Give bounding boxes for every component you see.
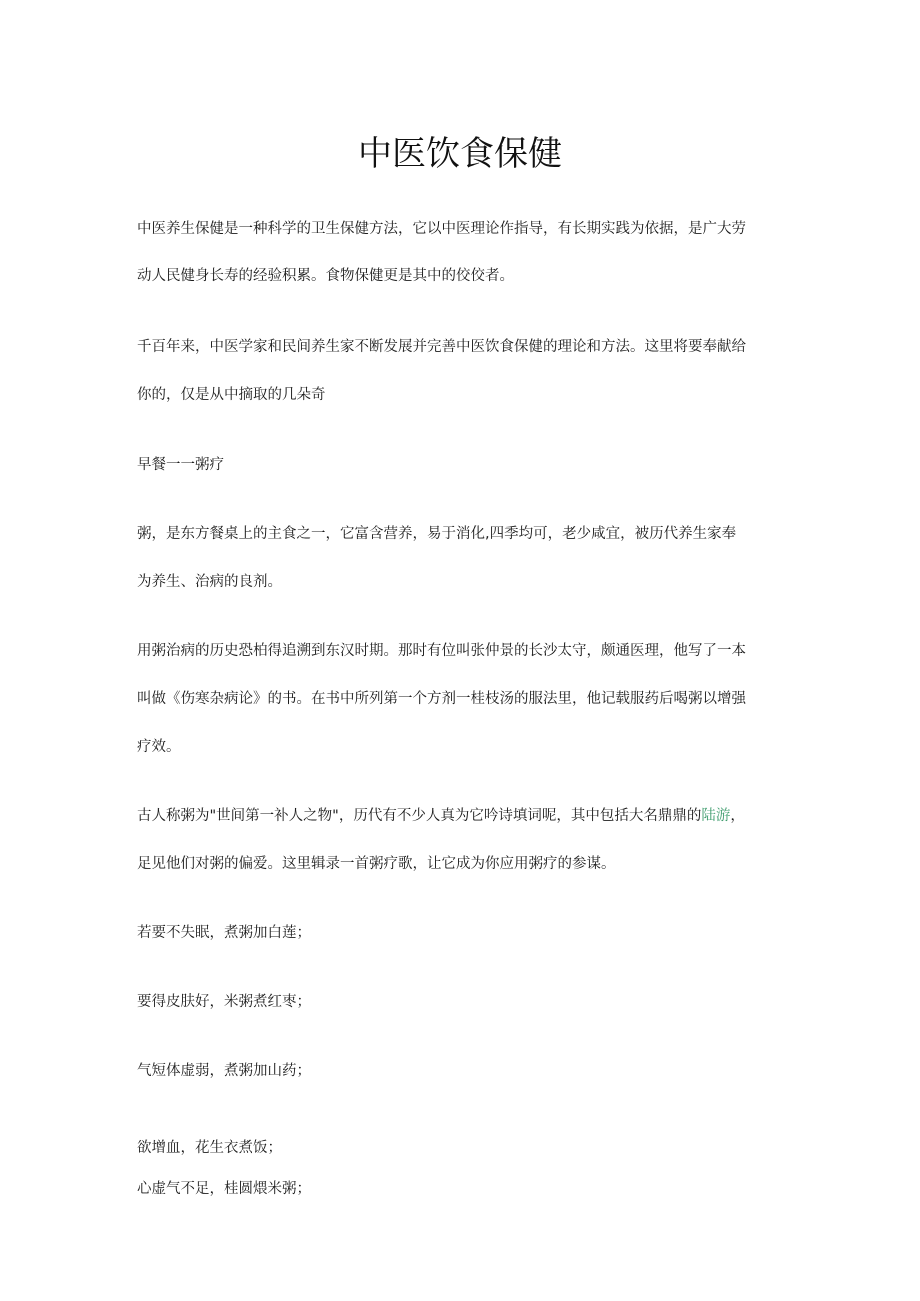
page-title: 中医饮食保健: [358, 134, 562, 174]
paragraph-line: 千百年来，中医学家和民间养生家不断发展并完善中医饮食保健的理论和方法。这里将要奉献给: [137, 339, 746, 355]
paragraph-punctuation: ，: [730, 808, 745, 824]
paragraph-line: 动人民健身长寿的经验积累。食物保健更是其中的佼佼者。: [137, 268, 514, 284]
paragraph-line: 为养生、治病的良剂。: [137, 574, 282, 590]
paragraph-text: 古人称粥为"世间第一补人之物"，历代有不少人真为它吟诗填词呢，其中包括大名鼎鼎的: [137, 808, 702, 824]
verse-line: 欲增血，花生衣煮饭；: [137, 1140, 282, 1156]
paragraph-line: 中医养生保健是一种科学的卫生保健方法，它以中医理论作指导，有长期实践为依据，是广大劳: [137, 221, 746, 237]
verse-line: 心虚气不足，桂圆煨米粥；: [137, 1181, 311, 1197]
lu-you-link[interactable]: 陆游: [701, 808, 731, 824]
section-heading: 早餐一一粥疗: [137, 457, 224, 473]
paragraph-line: 你的，仅是从中摘取的几朵奇: [137, 387, 326, 403]
paragraph-line: 叫做《伤寒杂病论》的书。在书中所列第一个方剂一桂枝汤的服法里，他记载服药后喝粥以增强: [137, 691, 746, 707]
paragraph-line: 粥，是东方餐桌上的主食之一，它富含营养，易于消化,四季均可，老少咸宜，被历代养生家奉: [137, 526, 737, 542]
paragraph-line: 用粥治病的历史恐柏得追溯到东汉时期。那时有位叫张仲景的长沙太守，颇通医理，他写了一本: [137, 643, 746, 659]
verse-line: 气短体虚弱，煮粥加山药；: [137, 1063, 311, 1079]
paragraph-line: 疗效。: [137, 739, 181, 755]
paragraph-line: [137, 805, 797, 827]
paragraph-line: 足见他们对粥的偏爱。这里辑录一首粥疗歌，让它成为你应用粥疗的参谋。: [137, 856, 616, 872]
verse-line: 要得皮肤好，米粥煮红枣；: [137, 994, 311, 1010]
verse-line: 若要不失眠，煮粥加白莲；: [137, 925, 311, 941]
